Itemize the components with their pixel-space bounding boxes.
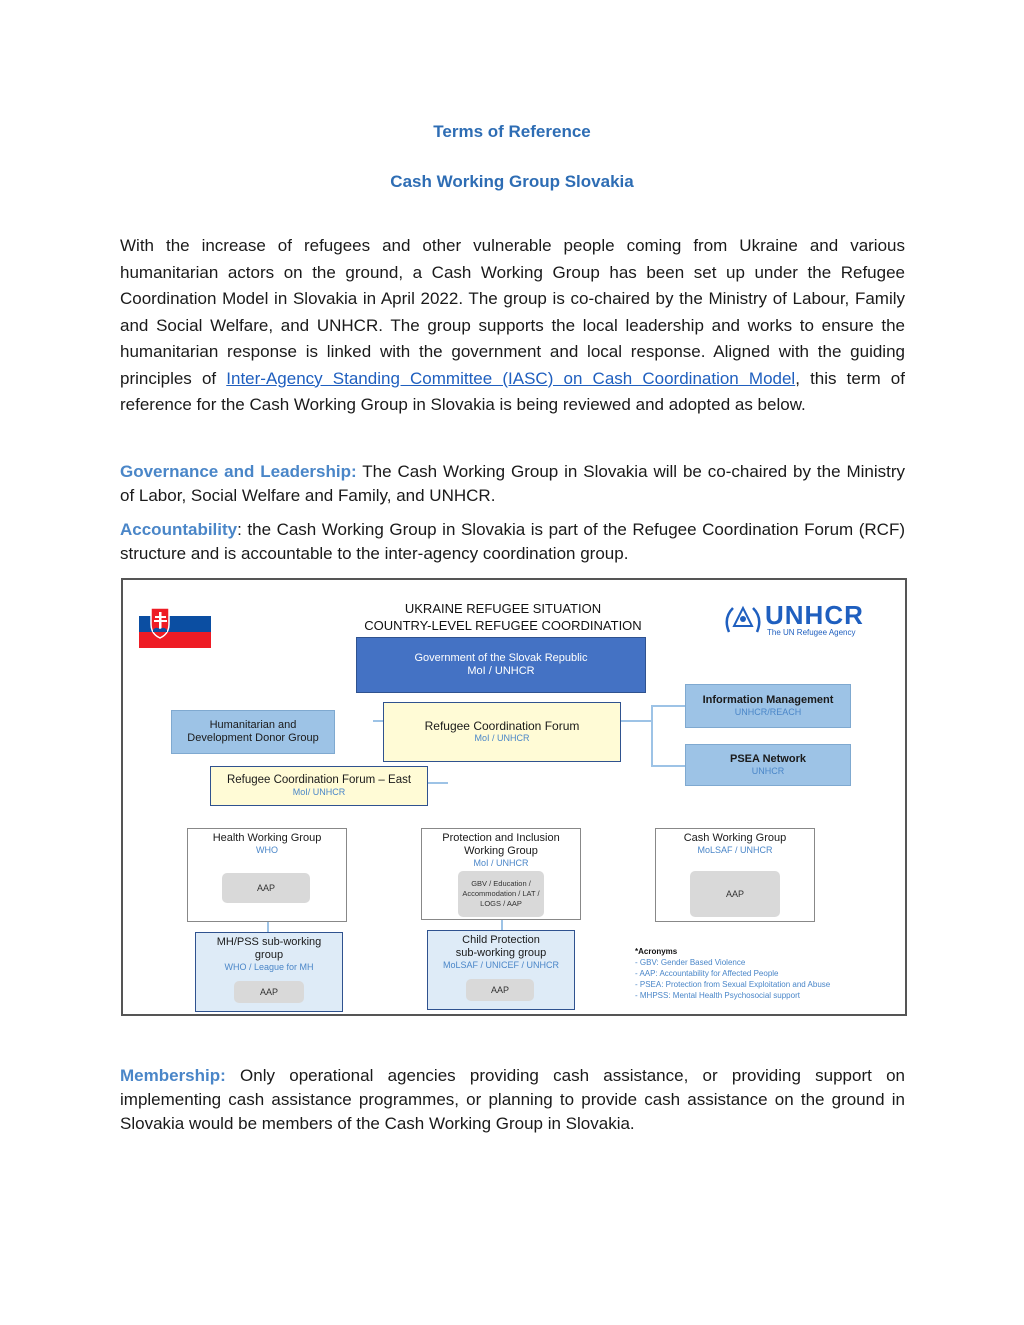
rcf-east-node	[210, 766, 428, 806]
membership-text: Only operational agencies providing cash assistance, or providing support on implementing cash assistance programmes, or planning to provide cash assistance on the ground in Slovakia would be members of the Cash Working Group in Slovakia.	[120, 1066, 905, 1133]
governance-heading: Governance and Leadership:	[120, 462, 357, 481]
legend-item: - MHPSS: Mental Health Psychosocial support	[635, 991, 800, 1000]
intro-paragraph	[120, 233, 905, 419]
cash-aap-pill: AAP	[690, 871, 780, 917]
mhpss-label-2: group	[254, 949, 284, 961]
psea-network-node	[685, 744, 851, 786]
mhpss-subgroup-node	[195, 932, 343, 1012]
intro-text-1: With the increase of refugees and other vulnerable people coming from Ukraine and various humanitarian actors on the ground, a Cash Working Group has been set up under the Refugee Coordination Model in Slovakia in April 2022. The group is co-chaired by the Ministry of Labour, Family and Social Welfare, and UNHCR. The group supports the local leadership and works to ensure the humanitarian response is linked with the government and local response. Aligned with the guiding principles of	[120, 236, 905, 388]
donor-group-label-2: Development Donor Group	[187, 732, 319, 744]
chart-title	[343, 600, 663, 634]
governance-paragraph	[120, 460, 905, 508]
rcf-east-label: Refugee Coordination Forum – East	[226, 774, 412, 786]
health-working-group-node	[187, 828, 347, 922]
information-management-label: Information Management	[702, 694, 834, 706]
government-label: Government of the Slovak Republic	[414, 652, 588, 664]
health-aap-pill: AAP	[222, 873, 310, 903]
donor-group-label-1: Humanitarian and	[209, 719, 297, 731]
chart-title-line1: UKRAINE REFUGEE SITUATION	[404, 601, 602, 616]
acronyms-legend	[635, 946, 830, 1001]
health-working-group-sub: WHO	[256, 845, 278, 855]
donor-group-node	[171, 710, 335, 754]
membership-paragraph	[120, 1064, 905, 1136]
mhpss-sub: WHO / League for MH	[224, 962, 314, 972]
legend-item: - PSEA: Protection from Sexual Exploitation and Abuse	[635, 980, 831, 989]
government-sub: MoI / UNHCR	[467, 665, 535, 677]
connector-line	[651, 705, 685, 707]
information-management-node	[685, 684, 851, 728]
protection-working-group-node	[421, 828, 581, 920]
mhpss-label-1: MH/PSS sub-working	[216, 936, 322, 948]
accountability-paragraph	[120, 518, 905, 566]
government-node	[356, 637, 646, 693]
psea-network-sub: UNHCR	[751, 766, 785, 776]
information-management-sub: UNHCR/REACH	[734, 707, 802, 717]
rcf-east-sub: MoI/ UNHCR	[292, 787, 346, 797]
intro-text-2: , this term of reference for the Cash Working Group in Slovakia is being reviewed and adopted as below.	[120, 368, 905, 414]
connector-line	[651, 765, 685, 767]
child-protection-aap-pill: AAP	[466, 979, 534, 1001]
connector-line	[428, 782, 448, 784]
legend-heading: *Acronyms	[635, 947, 678, 956]
governance-text: The Cash Working Group in Slovakia will be co-chaired by the Ministry of Labor, Social Welfare and Family, and UNHCR.	[120, 462, 905, 505]
connector-line	[651, 705, 653, 767]
protection-working-group-label-1: Protection and Inclusion	[442, 832, 560, 844]
accountability-heading: Accountability	[120, 520, 238, 539]
slovakia-flag-icon	[139, 600, 211, 648]
child-protection-subgroup-node	[427, 930, 575, 1010]
health-working-group-label: Health Working Group	[212, 832, 322, 844]
unhcr-logo-text: UNHCR	[765, 600, 864, 630]
cash-working-group-node	[655, 828, 815, 922]
protection-working-group-label-2: Working Group	[464, 845, 538, 857]
cash-working-group-label: Cash Working Group	[683, 832, 787, 844]
legend-item: - AAP: Accountability for Affected People	[635, 969, 779, 978]
unhcr-emblem-icon	[723, 602, 763, 636]
child-protection-label-2: sub-working group	[455, 947, 547, 959]
rcf-node	[383, 702, 621, 762]
protection-subgroups-pill: GBV / Education / Accommodation / LAT / LOGS / AAP	[458, 871, 544, 917]
document-subtitle: Cash Working Group Slovakia	[390, 172, 634, 191]
legend-item: - GBV: Gender Based Violence	[635, 958, 746, 967]
mhpss-aap-pill: AAP	[234, 981, 304, 1003]
connector-line	[621, 720, 653, 722]
protection-working-group-sub: MoI / UNHCR	[473, 858, 529, 868]
chart-title-line2: COUNTRY-LEVEL REFUGEE COORDINATION	[364, 618, 642, 633]
unhcr-logo	[723, 600, 883, 640]
child-protection-sub: MoLSAF / UNICEF / UNHCR	[442, 960, 559, 970]
child-protection-label-1: Child Protection	[462, 934, 540, 946]
rcf-label: Refugee Coordination Forum	[424, 719, 580, 733]
cash-working-group-sub: MoLSAF / UNHCR	[697, 845, 773, 855]
iasc-link[interactable]: Inter-Agency Standing Committee (IASC) on Cash Coordination Model	[226, 368, 796, 388]
accountability-text: : the Cash Working Group in Slovakia is part of the Refugee Coordination Forum (RCF) structure and is accountable to the inter-agency coordination group.	[120, 520, 905, 563]
membership-heading: Membership:	[120, 1066, 226, 1085]
rcf-sub: MoI / UNHCR	[474, 733, 530, 743]
document-title: Terms of Reference	[433, 122, 591, 141]
unhcr-logo-subtext: The UN Refugee Agency	[767, 628, 856, 637]
coordination-org-chart	[121, 578, 907, 1016]
psea-network-label: PSEA Network	[729, 753, 806, 765]
